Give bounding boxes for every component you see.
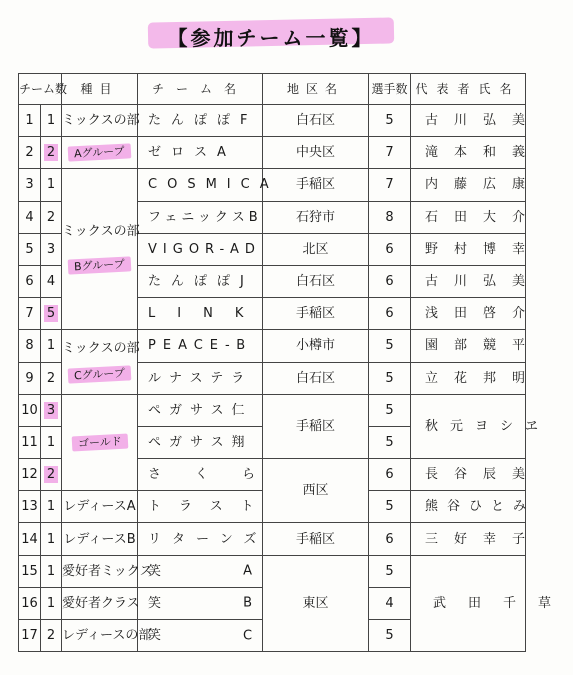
group-label: ゴールド [71, 434, 127, 452]
header-row [19, 74, 526, 105]
row-sub-number: 1 [41, 105, 62, 137]
header-team-count: チーム数 [19, 74, 62, 105]
team-name [138, 587, 263, 619]
header-district: 地区名 [263, 74, 369, 105]
row-number: 17 [19, 620, 41, 652]
header-players: 選手数 [369, 74, 411, 105]
representative: 立花邦明 [411, 362, 526, 394]
representative: 長谷辰美 [411, 459, 526, 491]
category-cell [62, 169, 138, 330]
row-sub-number: 2 [41, 362, 62, 394]
team-name: ルナステラ [138, 362, 263, 394]
row-sub-number: 1 [41, 426, 62, 458]
category-cell: 愛好者ミックス [62, 555, 138, 587]
district: 小樽市 [263, 330, 369, 362]
district: 北区 [263, 233, 369, 265]
representative: 野村博幸 [411, 233, 526, 265]
table-row [19, 523, 526, 555]
player-count: 7 [369, 169, 411, 201]
row-sub-number: 1 [41, 555, 62, 587]
row-number: 14 [19, 523, 41, 555]
sub-number-highlight: 2 [44, 144, 58, 161]
team-name: ペガサス翔 [138, 426, 263, 458]
player-count: 5 [369, 620, 411, 652]
table-row [19, 555, 526, 587]
row-sub-number: 3 [41, 233, 62, 265]
player-count: 4 [369, 587, 411, 619]
district: 石狩市 [263, 201, 369, 233]
table-row [19, 137, 526, 169]
row-number: 3 [19, 169, 41, 201]
row-sub-number [41, 298, 62, 330]
row-number: 4 [19, 201, 41, 233]
row-number: 10 [19, 394, 41, 426]
row-number: 2 [19, 137, 41, 169]
row-sub-number: 1 [41, 491, 62, 523]
category-label: ミックスの部 [62, 224, 140, 240]
player-count: 6 [369, 233, 411, 265]
district: 手稲区 [263, 523, 369, 555]
row-sub-number: 1 [41, 587, 62, 619]
team-name-main: 笑 [148, 628, 168, 644]
row-number: 5 [19, 233, 41, 265]
category-cell [62, 394, 138, 491]
representative: 熊谷ひとみ [411, 491, 526, 523]
category-cell: レディースA [62, 491, 138, 523]
team-name-suffix: C [242, 628, 253, 644]
row-number: 12 [19, 459, 41, 491]
team-name: たんぽぽJ [138, 265, 263, 297]
group-label: Aグループ [68, 144, 131, 162]
category-label: ミックスの部 [62, 341, 140, 356]
team-name: フェニックスB [138, 201, 263, 233]
table-row [19, 169, 526, 201]
header-team-name: チーム名 [138, 74, 263, 105]
row-sub-number: 1 [41, 523, 62, 555]
representative: 古川弘美 [411, 265, 526, 297]
row-number: 16 [19, 587, 41, 619]
player-count: 5 [369, 105, 411, 137]
row-number: 11 [19, 426, 41, 458]
header-representative: 代表者氏名 [411, 74, 526, 105]
category-cell [62, 137, 138, 169]
table-row [19, 105, 526, 137]
row-sub-number: 4 [41, 265, 62, 297]
district: 白石区 [263, 105, 369, 137]
team-name: トラスト [138, 491, 263, 523]
category-cell: 愛好者クラス [62, 587, 138, 619]
representative: 武田千草 [411, 555, 526, 652]
representative: 石田大介 [411, 201, 526, 233]
player-count: 5 [369, 330, 411, 362]
category-cell: レディースの部 [62, 620, 138, 652]
team-name-suffix: B [243, 595, 253, 611]
player-count: 6 [369, 523, 411, 555]
representative: 秋元ヨシヱ [411, 394, 526, 458]
district: 白石区 [263, 362, 369, 394]
team-name [138, 620, 263, 652]
team-name: たんぽぽF [138, 105, 263, 137]
district: 西区 [263, 459, 369, 523]
representative: 古川弘美 [411, 105, 526, 137]
category-cell: レディースB [62, 523, 138, 555]
team-roster-table [18, 73, 573, 652]
team-name: PEACE-B [138, 330, 263, 362]
team-name [138, 555, 263, 587]
row-sub-number: 2 [41, 620, 62, 652]
district: 手稲区 [263, 394, 369, 458]
representative: 滝本和義 [411, 137, 526, 169]
row-number: 1 [19, 105, 41, 137]
team-name: ペガサス仁 [138, 394, 263, 426]
player-count: 8 [369, 201, 411, 233]
row-sub-number: 1 [41, 330, 62, 362]
representative: 浅田啓介 [411, 298, 526, 330]
title-area [0, 14, 542, 54]
district: 中央区 [263, 137, 369, 169]
category-cell [62, 330, 138, 394]
row-sub-number [41, 394, 62, 426]
representative: 三好幸子 [411, 523, 526, 555]
row-sub-number [41, 459, 62, 491]
category-cell: ミックスの部 [62, 105, 138, 137]
player-count: 6 [369, 298, 411, 330]
team-name: リターンズ [138, 523, 263, 555]
page-title: 【参加チーム一覧】 [167, 26, 375, 50]
row-number: 9 [19, 362, 41, 394]
row-sub-number [41, 137, 62, 169]
player-count: 5 [369, 362, 411, 394]
row-sub-number: 1 [41, 169, 62, 201]
team-name-suffix: A [243, 563, 253, 579]
team-name: さくら [138, 459, 263, 491]
row-number: 8 [19, 330, 41, 362]
sub-number-highlight: 3 [44, 402, 58, 419]
team-name-main: 笑 [148, 563, 168, 579]
representative: 園部競平 [411, 330, 526, 362]
table-row [19, 330, 526, 362]
header-category: 種目 [62, 74, 138, 105]
sub-number-highlight: 2 [44, 466, 58, 483]
player-count: 6 [369, 459, 411, 491]
player-count: 5 [369, 394, 411, 426]
row-number: 7 [19, 298, 41, 330]
team-name: LINK [138, 298, 263, 330]
team-name: VIGOR-AD [138, 233, 263, 265]
district: 手稲区 [263, 298, 369, 330]
row-sub-number: 2 [41, 201, 62, 233]
player-count: 5 [369, 555, 411, 587]
sub-number-highlight: 5 [44, 305, 58, 322]
player-count: 7 [369, 137, 411, 169]
group-label: Cグループ [68, 365, 132, 383]
group-label: Bグループ [68, 257, 131, 275]
team-name: ゼロスA [138, 137, 263, 169]
player-count: 5 [369, 426, 411, 458]
table-row [19, 394, 526, 426]
district: 東区 [263, 555, 369, 652]
district: 白石区 [263, 265, 369, 297]
representative: 内藤広康 [411, 169, 526, 201]
player-count: 5 [369, 491, 411, 523]
team-name-main: 笑 [148, 595, 168, 611]
player-count: 6 [369, 265, 411, 297]
row-number: 13 [19, 491, 41, 523]
team-name: COSMICA [138, 169, 263, 201]
row-number: 6 [19, 265, 41, 297]
district: 手稲区 [263, 169, 369, 201]
row-number: 15 [19, 555, 41, 587]
